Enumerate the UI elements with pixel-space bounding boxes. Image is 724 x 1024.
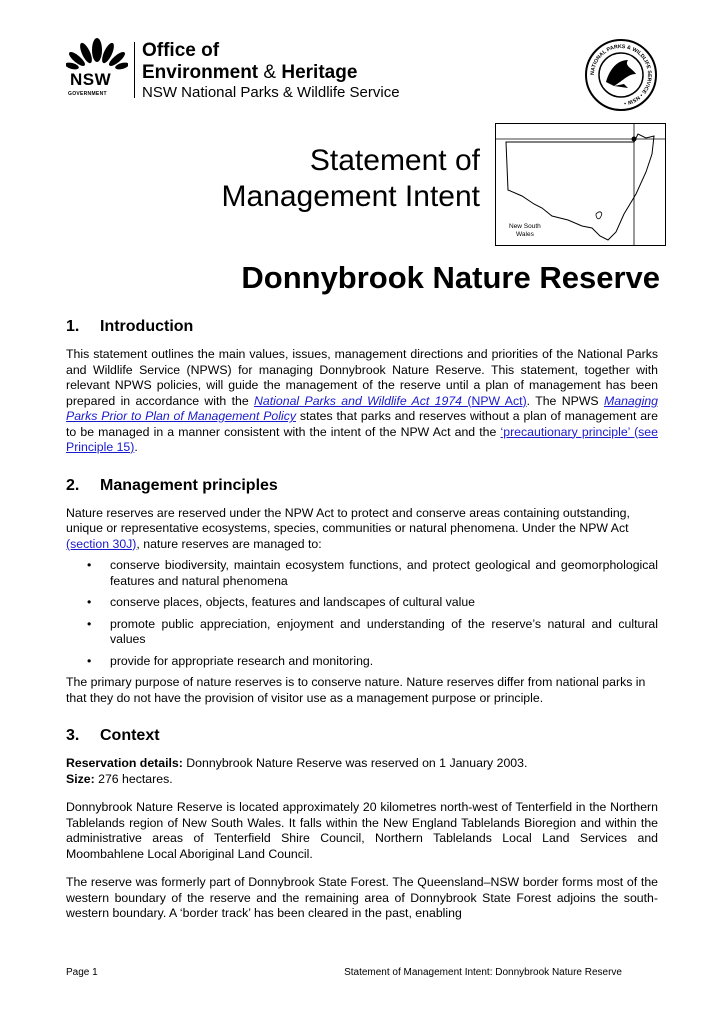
title-line2: Management Intent [221, 180, 480, 213]
text-span: states that parks and reserves without a plan of management are to be managed in a manner consistent with the intent of the NPW Act and the [66, 409, 658, 439]
npw-act-abbrev-link[interactable]: (NPW Act) [462, 393, 527, 408]
section-2-heading [66, 476, 658, 496]
npw-act-link[interactable]: National Parks and Wildlife Act 1974 [254, 393, 463, 408]
size-details [66, 772, 658, 788]
text-span: . [134, 440, 138, 454]
org-heritage: Heritage [281, 62, 358, 83]
npws-seal-icon [584, 38, 658, 112]
map-label-line1: New South [509, 223, 541, 230]
org-amp: & [258, 62, 282, 83]
reservation-label: Reservation details: [66, 756, 183, 770]
list-item-text: promote public appreciation, enjoyment and understanding of the reserve’s natural and cultural values [110, 616, 658, 646]
section-title: Management principles [100, 476, 278, 494]
document-title [221, 143, 480, 215]
primary-purpose-paragraph: The primary purpose of nature reserves is to conserve nature. Nature reserves differ from national parks in that they do not have the provision of visitor use as a management purpose or principle. [66, 675, 646, 705]
size-label: Size: [66, 771, 95, 786]
org-name-line1: Office of [142, 40, 220, 61]
nsw-logo-text: NSW [70, 70, 112, 89]
section-number: 2. [66, 476, 80, 494]
logo-divider [134, 42, 135, 98]
oeh-logo [66, 36, 436, 102]
reservation-value: Donnybrook Nature Reserve was reserved on 1 January 2003. [182, 756, 528, 770]
org-name-line2 [142, 62, 357, 83]
section-number: 3. [66, 727, 80, 744]
location-paragraph: Donnybrook Nature Reserve is located approximately 20 kilometres north-west of Tenterfield in the Northern Tablelands region of New South Wales. It falls within the New England Tablelands Bioregion and within the administrative areas of Tenterfield Shire Council, Northern Tablelands Local Land Services and Moombahlene Local Aboriginal Land Council. [66, 800, 658, 861]
section-number: 1. [66, 318, 80, 335]
text-span: Nature reserves are reserved under the NPW Act to protect and conserve areas containing outstanding, unique or representative ecosystems, species, communities or natural phenomena. [66, 505, 630, 535]
section-30j-link[interactable]: (section 30J) [66, 536, 137, 551]
text-span: , nature reserves are managed to: [136, 536, 322, 551]
nsw-logo-subtext: GOVERNMENT [68, 91, 107, 97]
reservation-details [66, 756, 658, 772]
title-line1: Statement of [309, 144, 480, 177]
list-item: • conserve places, objects, features and landscapes of cultural value [87, 595, 476, 609]
size-value: 276 hectares. [94, 771, 173, 786]
section-1-heading [66, 317, 658, 337]
seal-text: NATIONAL PARKS & WILDLIFE SERVICE • NSW • [589, 43, 653, 106]
section-3-heading [66, 726, 658, 746]
section-title: Introduction [100, 318, 194, 335]
text-span: . The NPWS [526, 393, 604, 408]
list-item-text: conserve places, objects, features and landscapes of cultural value [110, 595, 476, 609]
list-item-text: provide for appropriate research and monitoring. [110, 653, 374, 668]
list-item: • conserve biodiversity, maintain ecosystem functions, and protect geological and geomorphological features and natural phenomena [87, 558, 658, 588]
footer-document-title: Statement of Management Intent: Donnybrook Nature Reserve [344, 967, 622, 978]
section-title: Context [100, 727, 160, 744]
main-content [66, 317, 658, 922]
precautionary-principle-link[interactable]: ‘precautionary principle’ (see Principle 15) [66, 424, 658, 454]
list-item: • promote public appreciation, enjoyment and understanding of the reserve’s natural and cultural values [87, 616, 658, 646]
nsw-map-icon [496, 124, 665, 245]
history-paragraph: The reserve was formerly part of Donnybrook State Forest. The Queensland–NSW border forms most of the western boundary of the reserve and the remaining area of Donnybrook State Forest adjoins the south-western boundary. A ‘border track’ has been cleared in the past, enabling [66, 875, 658, 920]
introduction-paragraph [66, 347, 658, 456]
org-name-line3: NSW National Parks & Wildlife Service [142, 84, 400, 101]
text-span: This statement outlines the main values, issues, management directions and priorities of the National Parks and Wildlife Service (NPWS) for managing Donnybrook Nature Reserve. This statement, together with relevant NPWS policies, will guide the management of the reserve until a plan of management has been prepared in accordance with the [66, 347, 658, 408]
org-environment: Environment [142, 62, 259, 83]
management-objectives-list [66, 558, 658, 669]
location-map [495, 123, 666, 246]
list-item: • provide for appropriate research and monitoring. [87, 653, 374, 668]
map-label-line2: Wales [516, 231, 534, 238]
reserve-title: Donnybrook Nature Reserve [241, 260, 660, 295]
list-item-text: conserve biodiversity, maintain ecosystem functions, and protect geological and geomorphological features and natural phenomena [110, 558, 658, 588]
page-number: Page 1 [66, 967, 98, 978]
principles-paragraph [66, 506, 658, 553]
text-span: Under the NPW Act [521, 521, 629, 535]
managing-parks-policy-link[interactable]: Managing Parks Prior to Plan of Management Policy [66, 393, 658, 423]
